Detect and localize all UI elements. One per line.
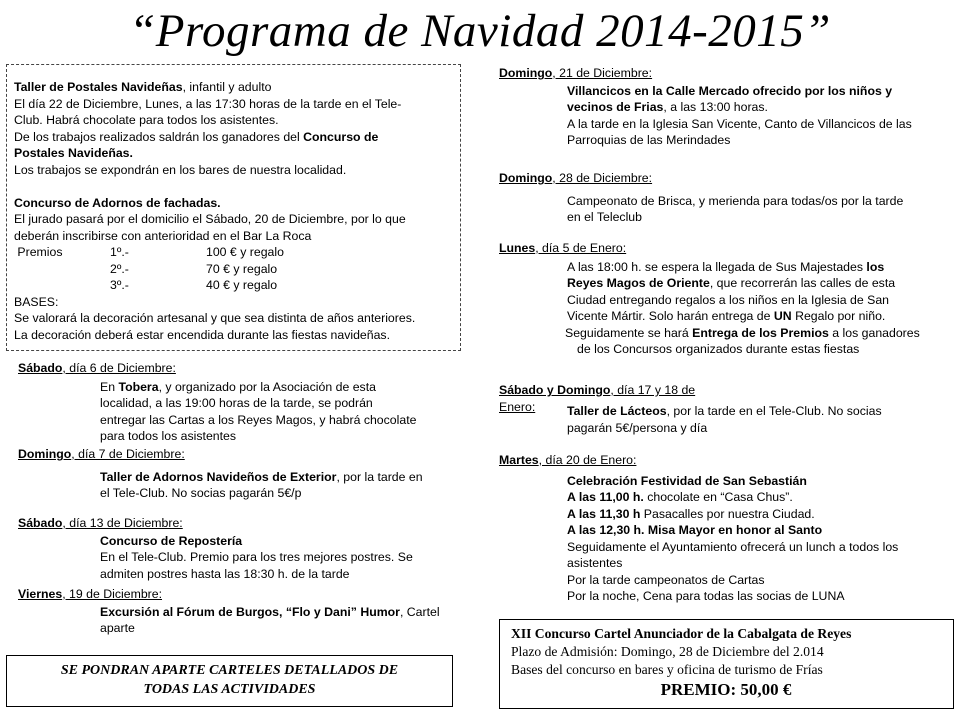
event-text: Vicente Mártir. Solo harán entrega de bbox=[567, 309, 774, 323]
event-text: a los ganadores bbox=[828, 325, 920, 340]
event-text: Seguidamente se hará bbox=[565, 325, 693, 340]
bases-label: BASES: bbox=[14, 294, 59, 309]
event-sabado-domingo-17-18 bbox=[499, 382, 954, 436]
event-text: , Cartel bbox=[399, 604, 440, 619]
event-date: , día 17 y 18 de bbox=[610, 383, 696, 397]
adornos-line2: deberán inscribirse con anterioridad en el Bar La Roca bbox=[14, 228, 312, 243]
event-text: pagarán 5€/persona y día bbox=[567, 420, 708, 435]
event-date: , 21 de Diciembre: bbox=[552, 66, 653, 80]
event-date: , día 7 de Diciembre: bbox=[71, 447, 185, 461]
notice-text bbox=[6, 661, 453, 699]
prize-amount: 100 € y regalo bbox=[206, 245, 284, 259]
event-text: para todos los asistentes bbox=[100, 429, 237, 443]
bases-line2: La decoración deberá estar encendida durante las fiestas navideñas. bbox=[14, 327, 390, 342]
event-text-bold: Villancicos en la Calle Mercado ofrecido por los niños y bbox=[567, 83, 893, 98]
prize-place: 2º.- bbox=[110, 261, 129, 276]
event-date: , día 20 de Enero: bbox=[538, 453, 637, 467]
contest-line2: Bases del concurso en bares y oficina de turismo de Frías bbox=[511, 662, 823, 677]
contest-title: XII Concurso Cartel Anunciador de la Cabalgata de Reyes bbox=[511, 626, 852, 641]
event-text: Pasacalles por nuestra Ciudad. bbox=[640, 506, 815, 521]
event-text: chocolate en “Casa Chus”. bbox=[643, 490, 793, 504]
event-day: Domingo bbox=[499, 171, 553, 185]
taller-line3b: Concurso de bbox=[303, 129, 379, 144]
event-day: Viernes bbox=[18, 587, 63, 601]
event-domingo-28 bbox=[499, 170, 954, 226]
event-domingo-21 bbox=[499, 65, 954, 149]
notice-line1: SE PONDRAN APARTE CARTELES DETALLADOS DE bbox=[60, 663, 399, 678]
event-sabado-13 bbox=[18, 515, 458, 582]
event-text: A las 18:00 h. se espera la llegada de Sus Majestades bbox=[567, 259, 867, 274]
event-day: Sábado bbox=[18, 516, 63, 530]
event-text-bold: Concurso de Repostería bbox=[100, 533, 243, 548]
bases-line1: Se valorará la decoración artesanal y que sea distinta de años anteriores. bbox=[14, 311, 416, 325]
event-text-bold: Celebración Festividad de San Sebastián bbox=[567, 473, 807, 488]
event-text-bold: Tobera bbox=[118, 379, 159, 394]
event-day: Domingo bbox=[18, 447, 72, 461]
event-day: Domingo bbox=[499, 66, 553, 80]
event-viernes-19 bbox=[18, 586, 458, 637]
contest-line1: Plazo de Admisión: Domingo, 28 de Diciembre del 2.014 bbox=[511, 644, 824, 659]
event-day: Lunes bbox=[499, 241, 536, 255]
event-sabado-6 bbox=[18, 360, 458, 445]
event-date: , día 13 de Diciembre: bbox=[62, 516, 183, 530]
prize-place: 1º.- bbox=[110, 245, 129, 259]
premios-label: Premios bbox=[14, 245, 63, 259]
event-text-bold: Taller de Lácteos bbox=[567, 404, 667, 418]
page-title: “Programa de Navidad 2014-2015” bbox=[129, 5, 831, 57]
prize-amount: 70 € y regalo bbox=[206, 261, 278, 276]
event-text: , a las 13:00 horas. bbox=[663, 100, 768, 114]
event-date: , 28 de Diciembre: bbox=[552, 171, 653, 185]
event-text: Seguidamente el Ayuntamiento ofrecerá un lunch a todos los bbox=[567, 539, 899, 554]
adornos-line1: El jurado pasará por el domicilio el Sábado, 20 de Diciembre, por lo que bbox=[14, 212, 406, 226]
event-day: Sábado y Domingo bbox=[499, 383, 611, 397]
prize-place: 3º.- bbox=[110, 278, 129, 292]
event-date2: Enero: bbox=[499, 399, 536, 414]
event-text-bold: vecinos de Frias bbox=[567, 100, 664, 114]
event-day: Martes bbox=[499, 453, 539, 467]
event-text: admiten postres hasta las 18:30 h. de la tarde bbox=[100, 566, 350, 581]
event-text: entregar las Cartas a los Reyes Magos, y habrá chocolate bbox=[100, 412, 417, 427]
taller-line3a: De los trabajos realizados saldrán los ganadores del bbox=[14, 129, 304, 144]
adornos-title: Concurso de Adornos de fachadas. bbox=[14, 195, 221, 210]
event-domingo-7 bbox=[18, 446, 458, 502]
event-text: Por la tarde campeonatos de Cartas bbox=[567, 572, 765, 587]
event-text: de los Concursos organizados durante estas fiestas bbox=[577, 342, 860, 356]
event-text-bold: Reyes Magos de Oriente bbox=[567, 276, 710, 290]
event-text: A la tarde en la Iglesia San Vicente, Canto de Villancicos de las bbox=[567, 116, 912, 131]
event-text: , por la tarde en bbox=[336, 469, 423, 484]
taller-line5: Los trabajos se expondrán en los bares de nuestra localidad. bbox=[14, 162, 347, 177]
event-date: , día 5 de Enero: bbox=[535, 241, 627, 255]
event-text: localidad, a las 19:00 horas de la tarde, se podrán bbox=[100, 396, 373, 410]
notice-line2: TODAS LAS ACTIVIDADES bbox=[143, 682, 316, 697]
event-text: en el Teleclub bbox=[567, 210, 642, 224]
event-text: Campeonato de Brisca, y merienda para todas/os por la tarde bbox=[567, 193, 904, 208]
prize-amount: 40 € y regalo bbox=[206, 278, 278, 292]
event-text: Parroquias de las Merindades bbox=[567, 133, 731, 147]
event-day: Sábado bbox=[18, 361, 63, 375]
event-text: Ciudad entregando regalos a los niños en la Iglesia de San bbox=[567, 292, 889, 307]
event-lunes-5 bbox=[499, 240, 954, 358]
event-text-bold: Taller de Adornos Navideños de Exterior bbox=[100, 469, 337, 484]
taller-subtitle: , infantil y adulto bbox=[182, 80, 272, 94]
event-text: , y organizado por la Asociación de esta bbox=[158, 379, 376, 394]
event-text-bold: A las 11,30 h bbox=[567, 506, 641, 521]
event-text-bold: Excursión al Fórum de Burgos, “Flo y Dani” Humor bbox=[100, 604, 400, 619]
event-text: el Tele-Club. No socias pagarán 5€/p bbox=[100, 486, 302, 500]
left-info-content bbox=[14, 79, 459, 343]
event-text-bold: A las 12,30 h. Misa Mayor en honor al Santo bbox=[567, 523, 823, 537]
taller-line2: Club. Habrá chocolate para todos los asistentes. bbox=[14, 113, 279, 127]
event-text-bold: los bbox=[866, 259, 885, 274]
taller-title: Taller de Postales Navideñas bbox=[14, 80, 183, 94]
event-text: , que recorrerán las calles de esta bbox=[709, 276, 896, 290]
event-text-bold: Entrega de los Premios bbox=[692, 325, 829, 340]
event-text: En el Tele-Club. Premio para los tres mejores postres. Se bbox=[100, 550, 413, 564]
contest-prize: PREMIO: 50,00 € bbox=[660, 680, 792, 699]
contest-content bbox=[511, 625, 951, 700]
event-text-bold: A las 11,00 h. bbox=[567, 490, 644, 504]
event-text: aparte bbox=[100, 621, 135, 635]
event-text-bold: UN bbox=[773, 309, 792, 323]
event-date: , 19 de Diciembre: bbox=[62, 587, 163, 601]
event-text: Regalo por niño. bbox=[791, 309, 886, 323]
event-martes-20 bbox=[499, 452, 954, 605]
taller-line1: El día 22 de Diciembre, Lunes, a las 17:30 horas de la tarde en el Tele- bbox=[14, 96, 402, 111]
event-text: En bbox=[100, 379, 119, 394]
event-text: Por la noche, Cena para todas las socias de LUNA bbox=[567, 589, 845, 603]
event-text: , por la tarde en el Tele-Club. No socias bbox=[666, 404, 882, 418]
event-text: asistentes bbox=[567, 556, 623, 570]
taller-line4: Postales Navideñas. bbox=[14, 146, 133, 160]
event-date: , día 6 de Diciembre: bbox=[62, 361, 176, 375]
